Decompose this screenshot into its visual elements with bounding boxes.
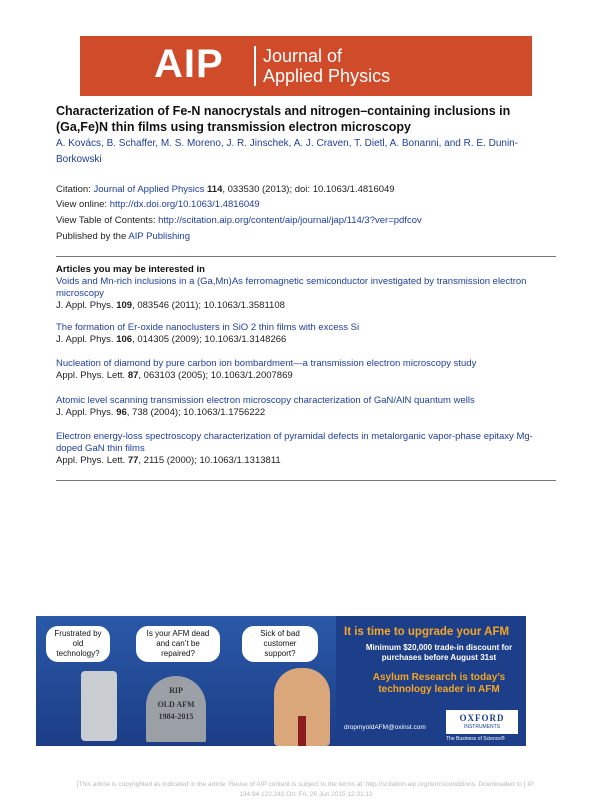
published-label: Published by the — [56, 231, 129, 242]
tombstone-illustration — [146, 676, 206, 742]
article-ref-rest: , 2115 (2000); 10.1063/1.1313811 — [138, 455, 281, 466]
aip-logo: AIP — [154, 42, 224, 86]
frustrated-person-photo — [274, 668, 330, 746]
publisher-link[interactable]: AIP Publishing — [128, 231, 190, 242]
article-ref-rest: , 014305 (2009); 10.1063/1.3148266 — [132, 334, 287, 345]
footer-line2: 134.94.122.242 On: Fri, 26 Jun 2015 12:31:13 — [239, 791, 373, 798]
citation-line — [56, 183, 576, 197]
oxford-instruments-logo — [446, 710, 518, 734]
download-footer — [20, 780, 592, 800]
tomb-rip: RIP — [169, 686, 183, 695]
journal-name-line1: Journal of — [263, 46, 343, 66]
bottom-rule — [56, 480, 556, 481]
article-journal: J. Appl. Phys. — [56, 407, 117, 418]
ad-email-link[interactable]: dropmyoldAFM@oxinst.com — [344, 724, 426, 731]
article-reference — [56, 407, 556, 419]
article-item — [56, 395, 556, 419]
article-journal: Appl. Phys. Lett. — [56, 455, 128, 466]
microscope-illustration — [81, 671, 117, 741]
citation-label: Citation: — [56, 184, 94, 195]
ad-bubble-support: Sick of bad customer support? — [242, 626, 318, 662]
citation-rest: , 033530 (2013); doi: 10.1063/1.4816049 — [222, 184, 395, 195]
article-reference — [56, 455, 556, 467]
article-reference — [56, 300, 556, 312]
view-online-label: View online: — [56, 199, 110, 210]
article-reference — [56, 334, 556, 346]
oxford-logo-text: OXFORD — [459, 713, 505, 723]
article-title-link[interactable]: The formation of Er-oxide nanoclusters in SiO 2 thin films with excess Si — [56, 322, 360, 333]
top-rule — [56, 256, 556, 257]
oxford-logo-sub: INSTRUMENTS — [463, 724, 501, 730]
view-online-line — [56, 198, 576, 212]
article-item — [56, 276, 556, 312]
tie-shape — [298, 716, 306, 746]
ad-right-panel — [336, 616, 526, 746]
article-item — [56, 358, 556, 382]
article-journal: Appl. Phys. Lett. — [56, 370, 128, 381]
paper-title: Characterization of Fe-N nanocrystals and nitrogen–containing inclusions in (Ga,Fe)N thin films using transmission electron microscopy — [56, 104, 511, 134]
tomb-line2: OLD AFM — [157, 700, 195, 709]
ad-bubble-frustrated: Frustrated by old technology? — [46, 626, 110, 662]
ad-bubble-dead-afm: Is your AFM dead and can’t be repaired? — [136, 626, 220, 662]
article-ref-rest: , 063103 (2005); 10.1063/1.2007869 — [138, 370, 293, 381]
toc-label: View Table of Contents: — [56, 215, 159, 226]
ad-headline: It is time to upgrade your AFM — [344, 626, 510, 638]
journal-name — [263, 46, 390, 86]
article-volume: 109 — [116, 300, 133, 311]
toc-line — [56, 214, 576, 228]
journal-name-line2: Applied Physics — [263, 66, 391, 86]
article-volume: 87 — [127, 370, 139, 381]
journal-banner[interactable] — [80, 36, 532, 96]
article-reference — [56, 370, 556, 382]
published-line — [56, 230, 576, 244]
ad-left-panel — [36, 616, 336, 746]
article-title-link[interactable]: Nucleation of diamond by pure carbon ion bombardment—a transmission electron microscopy study — [56, 358, 477, 369]
oxford-tagline: The Business of Science® — [446, 736, 505, 742]
paper-authors[interactable]: A. Kovács, B. Schaffer, M. S. Moreno, J. R. Jinschek, A. J. Craven, T. Dietl, A. Bonanni, and R. E. Dunin-Borkowski — [56, 138, 519, 165]
afm-advertisement[interactable] — [36, 616, 526, 746]
banner-divider — [254, 46, 256, 86]
article-title-link[interactable]: Atomic level scanning transmission electron microscopy characterization of GaN/AlN quantum wells — [56, 395, 475, 406]
article-title-link[interactable]: Electron energy-loss spectroscopy characterization of pyramidal defects in metalorganic vapor-phase epitaxy Mg-doped GaN thin films — [56, 431, 533, 454]
tomb-line3: 1984-2015 — [158, 712, 194, 721]
article-item — [56, 322, 556, 346]
citation-journal-link[interactable]: Journal of Applied Physics — [93, 184, 205, 195]
article-item — [56, 431, 556, 467]
ad-lead-text: Asylum Research is today’s technology leader in AFM — [372, 672, 506, 695]
article-volume: 106 — [116, 334, 133, 345]
article-journal: J. Appl. Phys. — [56, 334, 117, 345]
articles-heading: Articles you may be interested in — [56, 264, 205, 275]
toc-link[interactable]: http://scitation.aip.org/content/aip/journal/jap/114/3?ver=pdfcov — [158, 215, 422, 226]
article-title-link[interactable]: Voids and Mn-rich inclusions in a (Ga,Mn)As ferromagnetic semiconductor investigated by transmission electron microscopy — [56, 276, 527, 299]
article-volume: 77 — [127, 455, 139, 466]
article-ref-rest: , 738 (2004); 10.1063/1.1756222 — [126, 407, 266, 418]
article-ref-rest: , 083546 (2011); 10.1063/1.3581108 — [132, 300, 285, 311]
ad-discount-text: Minimum $20,000 trade-in discount for purchases before August 31st — [365, 643, 513, 662]
citation-volume: 114 — [207, 184, 223, 195]
footer-line1: [This article is copyrighted as indicated in the article. Reuse of AIP content is subject to the terms at: http://scitation.aip.org/termsconditions. Downloaded to ] IP: — [76, 781, 536, 788]
view-online-link[interactable]: http://dx.doi.org/10.1063/1.4816049 — [109, 199, 260, 210]
article-volume: 96 — [116, 407, 127, 418]
article-journal: J. Appl. Phys. — [56, 300, 117, 311]
